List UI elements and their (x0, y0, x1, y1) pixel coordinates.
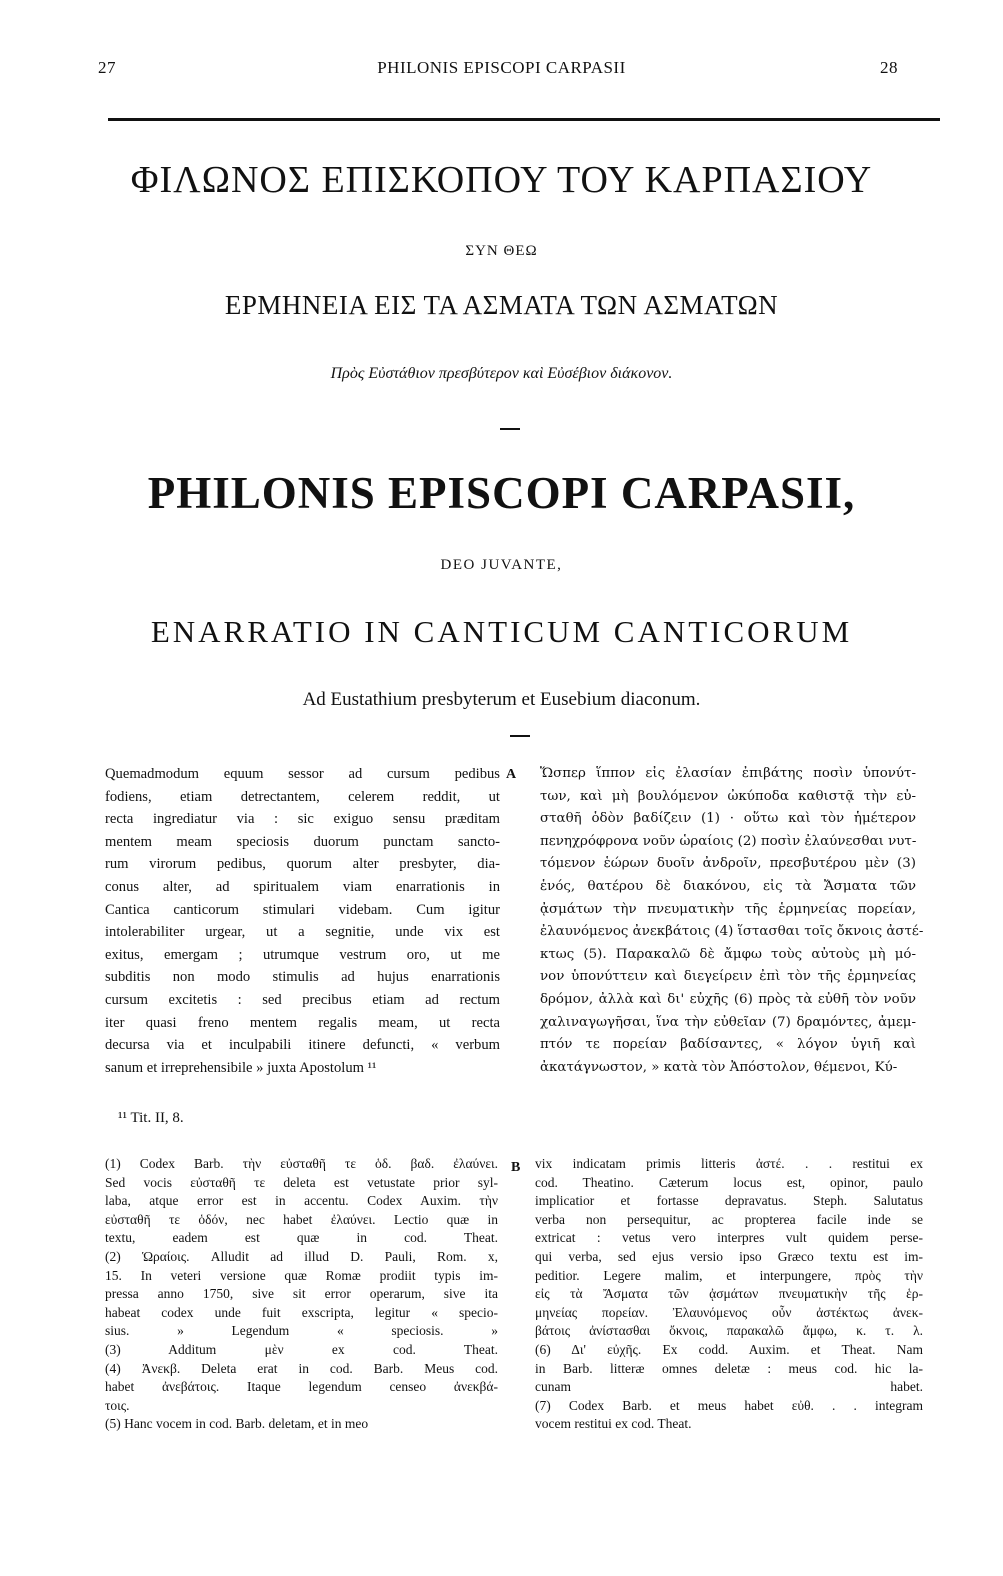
footnote-line: (1) Codex Barb. τὴν εὐσταθῆ τε ὁδ. βαδ. ἐλαύνει. (105, 1156, 498, 1171)
footnote-line: βάτοις ἀνίστασθαι ὄκνοις, παρακαλῶ ἄμφω, κ. τ. λ. (535, 1323, 923, 1339)
latin-text-column (105, 763, 500, 1079)
footnote-line: (2) Ὡραίοις. Alludit ad illud D. Pauli, Rom. x, (105, 1248, 498, 1264)
divider-dash (500, 428, 520, 430)
footnotes-right-column (535, 1155, 923, 1434)
footnote-line: laba, atque error est in accentu. Codex Auxim. τὴν (105, 1193, 498, 1209)
latin-text-line: Cantica canticorum stimulari videbam. Cum igitur (105, 901, 500, 918)
greek-text-line: νον ὑπονύττειν καὶ διεγείρειν ἐπὶ τὸν τῆς ἑρμηνείας (540, 969, 916, 985)
latin-text-line: decursa via et inculpabili itinere defuncti, « verbum (105, 1037, 500, 1054)
footnote-line: qui verba, sed ejus versio ipso Græco textu est im- (535, 1248, 923, 1264)
latin-text-line: cursum excitetis : sed precibus etiam ad rectum (105, 991, 500, 1008)
greek-text-line: ᾀσμάτων τὴν πνευματικὴν τῆς ἑρμηνείας πορείαν, (540, 901, 916, 917)
latin-subtitle-1: DEO JUVANTE, (440, 557, 563, 573)
margin-letter-a: A (506, 767, 517, 782)
greek-text-line: ἀκατάγνωστον, » κατὰ τὸν Ἀπόστολον, θέμενοι, Κύ- (540, 1059, 898, 1075)
latin-text-line: exitus, emergam ; utrumque vestrum oro, ut me (105, 946, 500, 963)
page-number-left: 27 (98, 58, 116, 77)
running-title: PHILONIS EPISCOPI CARPASII (377, 58, 626, 77)
greek-text-line: πενηχρόφρονα νοῦν ὡραίοις (2) ποσὶν ἐλαύνεσθαι νυτ- (540, 833, 917, 849)
footnote-line: pressa anno 1750, sive sit error operarum, sive ita (105, 1286, 498, 1302)
footnote-line: Sed vocis εὐσταθῆ τε deleta est vetustate prior syl- (105, 1174, 498, 1190)
footnote-line: sius. » Legendum « speciosis. » (105, 1323, 498, 1339)
greek-text-line: σταθῆ ὁδὸν βαδίζειν (1) · οὕτω καὶ τὸν ἡμέτερον (540, 811, 916, 827)
latin-title: PHILONIS EPISCOPI CARPASII, (147, 468, 856, 518)
greek-text-line: των, καὶ μὴ βουλόμενον ὠκύποδα καθιστᾷ τὴν εὐ- (540, 788, 916, 804)
footnote-line: implicatior et fortasse depravatus. Steph. Salutatus (535, 1193, 923, 1209)
footnote-line: habet ἀνεβάτοις. Itaque legendum censeo ἀνεκβά- (105, 1379, 498, 1395)
footnote-line: εἰς τὰ Ἄσματα τῶν ᾀσμάτων πνευματικὴν τῆς ἑρ- (535, 1286, 923, 1302)
footnote-line: (3) Additum μὲν ex cod. Theat. (105, 1341, 498, 1357)
footnote-line: cod. Theatino. Cæterum locus est, opinor, paulo (535, 1174, 923, 1190)
latin-subtitle-2: ENARRATIO IN CANTICUM CANTICORUM (150, 614, 853, 649)
greek-text-line: τόμενον ἑώρων δυοῖν ἀνδροῖν, πρεσβυτέρου μὲν (3) (540, 856, 916, 872)
cross-reference: ¹¹ Tit. II, 8. (118, 1110, 184, 1126)
greek-subtitle-2: ΕΡΜΗΝΕΙΑ ΕΙΣ ΤΑ ΑΣΜΑΤΑ ΤΩΝ ΑΣΜΑΤΩΝ (224, 290, 779, 320)
footnote-line: (7) Codex Barb. et meus habet εὐθ. . . integram (535, 1397, 923, 1413)
footnote-line: textu, eadem est quæ in cod. Theat. (105, 1230, 498, 1246)
footnote-line: εὐσταθῆ τε ὁδόν, nec habet ἐλαύνει. Lectio quæ in (105, 1211, 498, 1227)
footnote-line: verba non persequitur, ac propterea facile inde se (535, 1211, 923, 1227)
latin-text-line: Quemadmodum equum sessor ad cursum pedibus (105, 766, 500, 782)
footnote-line: peditior. Legere malim, et interpungere, πρὸς τὴν (535, 1267, 923, 1283)
latin-text-line: sanum et irreprehensibile » juxta Apostolum ¹¹ (105, 1059, 377, 1076)
footnote-line: (5) Hanc vocem in cod. Barb. deletam, et in meo (105, 1416, 369, 1432)
greek-title: ΦΙΛΩΝΟΣ ΕΠΙΣΚΟΠΟΥ ΤΟΥ ΚΑΡΠΑΣΙΟΥ (130, 159, 873, 201)
margin-letter-b: B (511, 1160, 521, 1175)
latin-text-line: mentem meam speciosis duorum punctam sancto- (105, 833, 500, 850)
greek-text-line: ἑνός, θατέρου δὲ διακόνου, εἰς τὰ Ἄσματα τῶν (540, 878, 916, 894)
footnotes-left-column (105, 1155, 498, 1434)
greek-text-line: ἐλαυνόμενος ἀνεκβάτοις (4) ἵστασθαι τοῖς ὄκνοις ἀστέ- (540, 924, 924, 940)
greek-subtitle-1: ΣΥΝ ΘΕΩ (465, 243, 538, 259)
latin-text-line: subditis non modo stimulis ad hujus enarrationis (105, 969, 500, 986)
greek-text-column (540, 763, 924, 1079)
latin-text-line: fodiens, etiam detrectantem, celerem reddit, ut (105, 788, 500, 805)
footnote-line: extricat : vetus vero interpres vult quidem perse- (535, 1230, 923, 1246)
footnote-line: cunam habet. (535, 1379, 923, 1395)
latin-text-line: recta ingrediatur via : sic exiguo sensu præditam (105, 811, 500, 828)
greek-text-line: Ὥσπερ ἵππον εἰς ἐλασίαν ἐπιβάτης ποσὶν ὑπονύτ- (540, 766, 916, 781)
greek-text-line: πτόν τε πορείαν βαδίσαντες, « λόγον ὑγιῆ καὶ (540, 1037, 916, 1053)
divider-dash (510, 735, 530, 737)
footnote-line: habeat codex unde fuit exscripta, legitur « specio- (105, 1304, 498, 1320)
greek-dedication: Πρὸς Εὐστάθιον πρεσβύτερον καὶ Εὐσέβιον διάκονον. (330, 365, 673, 382)
footnote-line: τοις. (105, 1397, 130, 1413)
footnote-line: vix indicatam primis litteris ἀστέ. . . restitui ex (535, 1156, 923, 1171)
latin-text-line: conus alter, ad spiritualem viam enarrationis in (105, 878, 500, 895)
footnote-line: (6) Δι' εὐχῆς. Ex codd. Auxim. et Theat. Nam (535, 1341, 923, 1357)
header-rule (108, 118, 940, 121)
footnote-line: vocem restitui ex cod. Theat. (535, 1416, 692, 1432)
greek-text-line: χαλιναγωγῆσαι, ἵνα τὴν εὐθεῖαν (7) δραμόντες, ἀμεμ- (540, 1014, 916, 1030)
latin-text-line: iter quasi freno mentem regalis meam, ut recta (105, 1014, 500, 1031)
greek-text-line: δρόμον, ἀλλὰ καὶ δι' εὐχῆς (6) πρὸς τὰ εὐθῆ τὸν νοῦν (540, 991, 916, 1007)
footnote-line: 15. In veteri versione quæ Romæ prodiit typis im- (105, 1267, 498, 1283)
page-number-right: 28 (880, 58, 898, 77)
latin-text-line: intolerabiliter urgear, ut a segnitie, unde vix est (105, 924, 500, 941)
footnote-line: in Barb. litteræ omnes deletæ : meus cod. hic la- (535, 1360, 923, 1376)
footnote-line: (4) Ἀνεκβ. Deleta erat in cod. Barb. Meus cod. (105, 1360, 498, 1376)
latin-text-line: rum virorum pedibus, quorum alter presbyter, dia- (105, 856, 500, 873)
latin-dedication: Ad Eustathium presbyterum et Eusebium diaconum. (302, 689, 701, 710)
greek-text-line: κτως (5). Παρακαλῶ δὲ ἄμφω τοὺς αὐτοὺς μὴ μό- (540, 946, 916, 962)
footnote-line: μηνείας πορείαν. Ἐλαυνόμενος οὖν ἀστέκτως ἀνεκ- (535, 1304, 923, 1320)
